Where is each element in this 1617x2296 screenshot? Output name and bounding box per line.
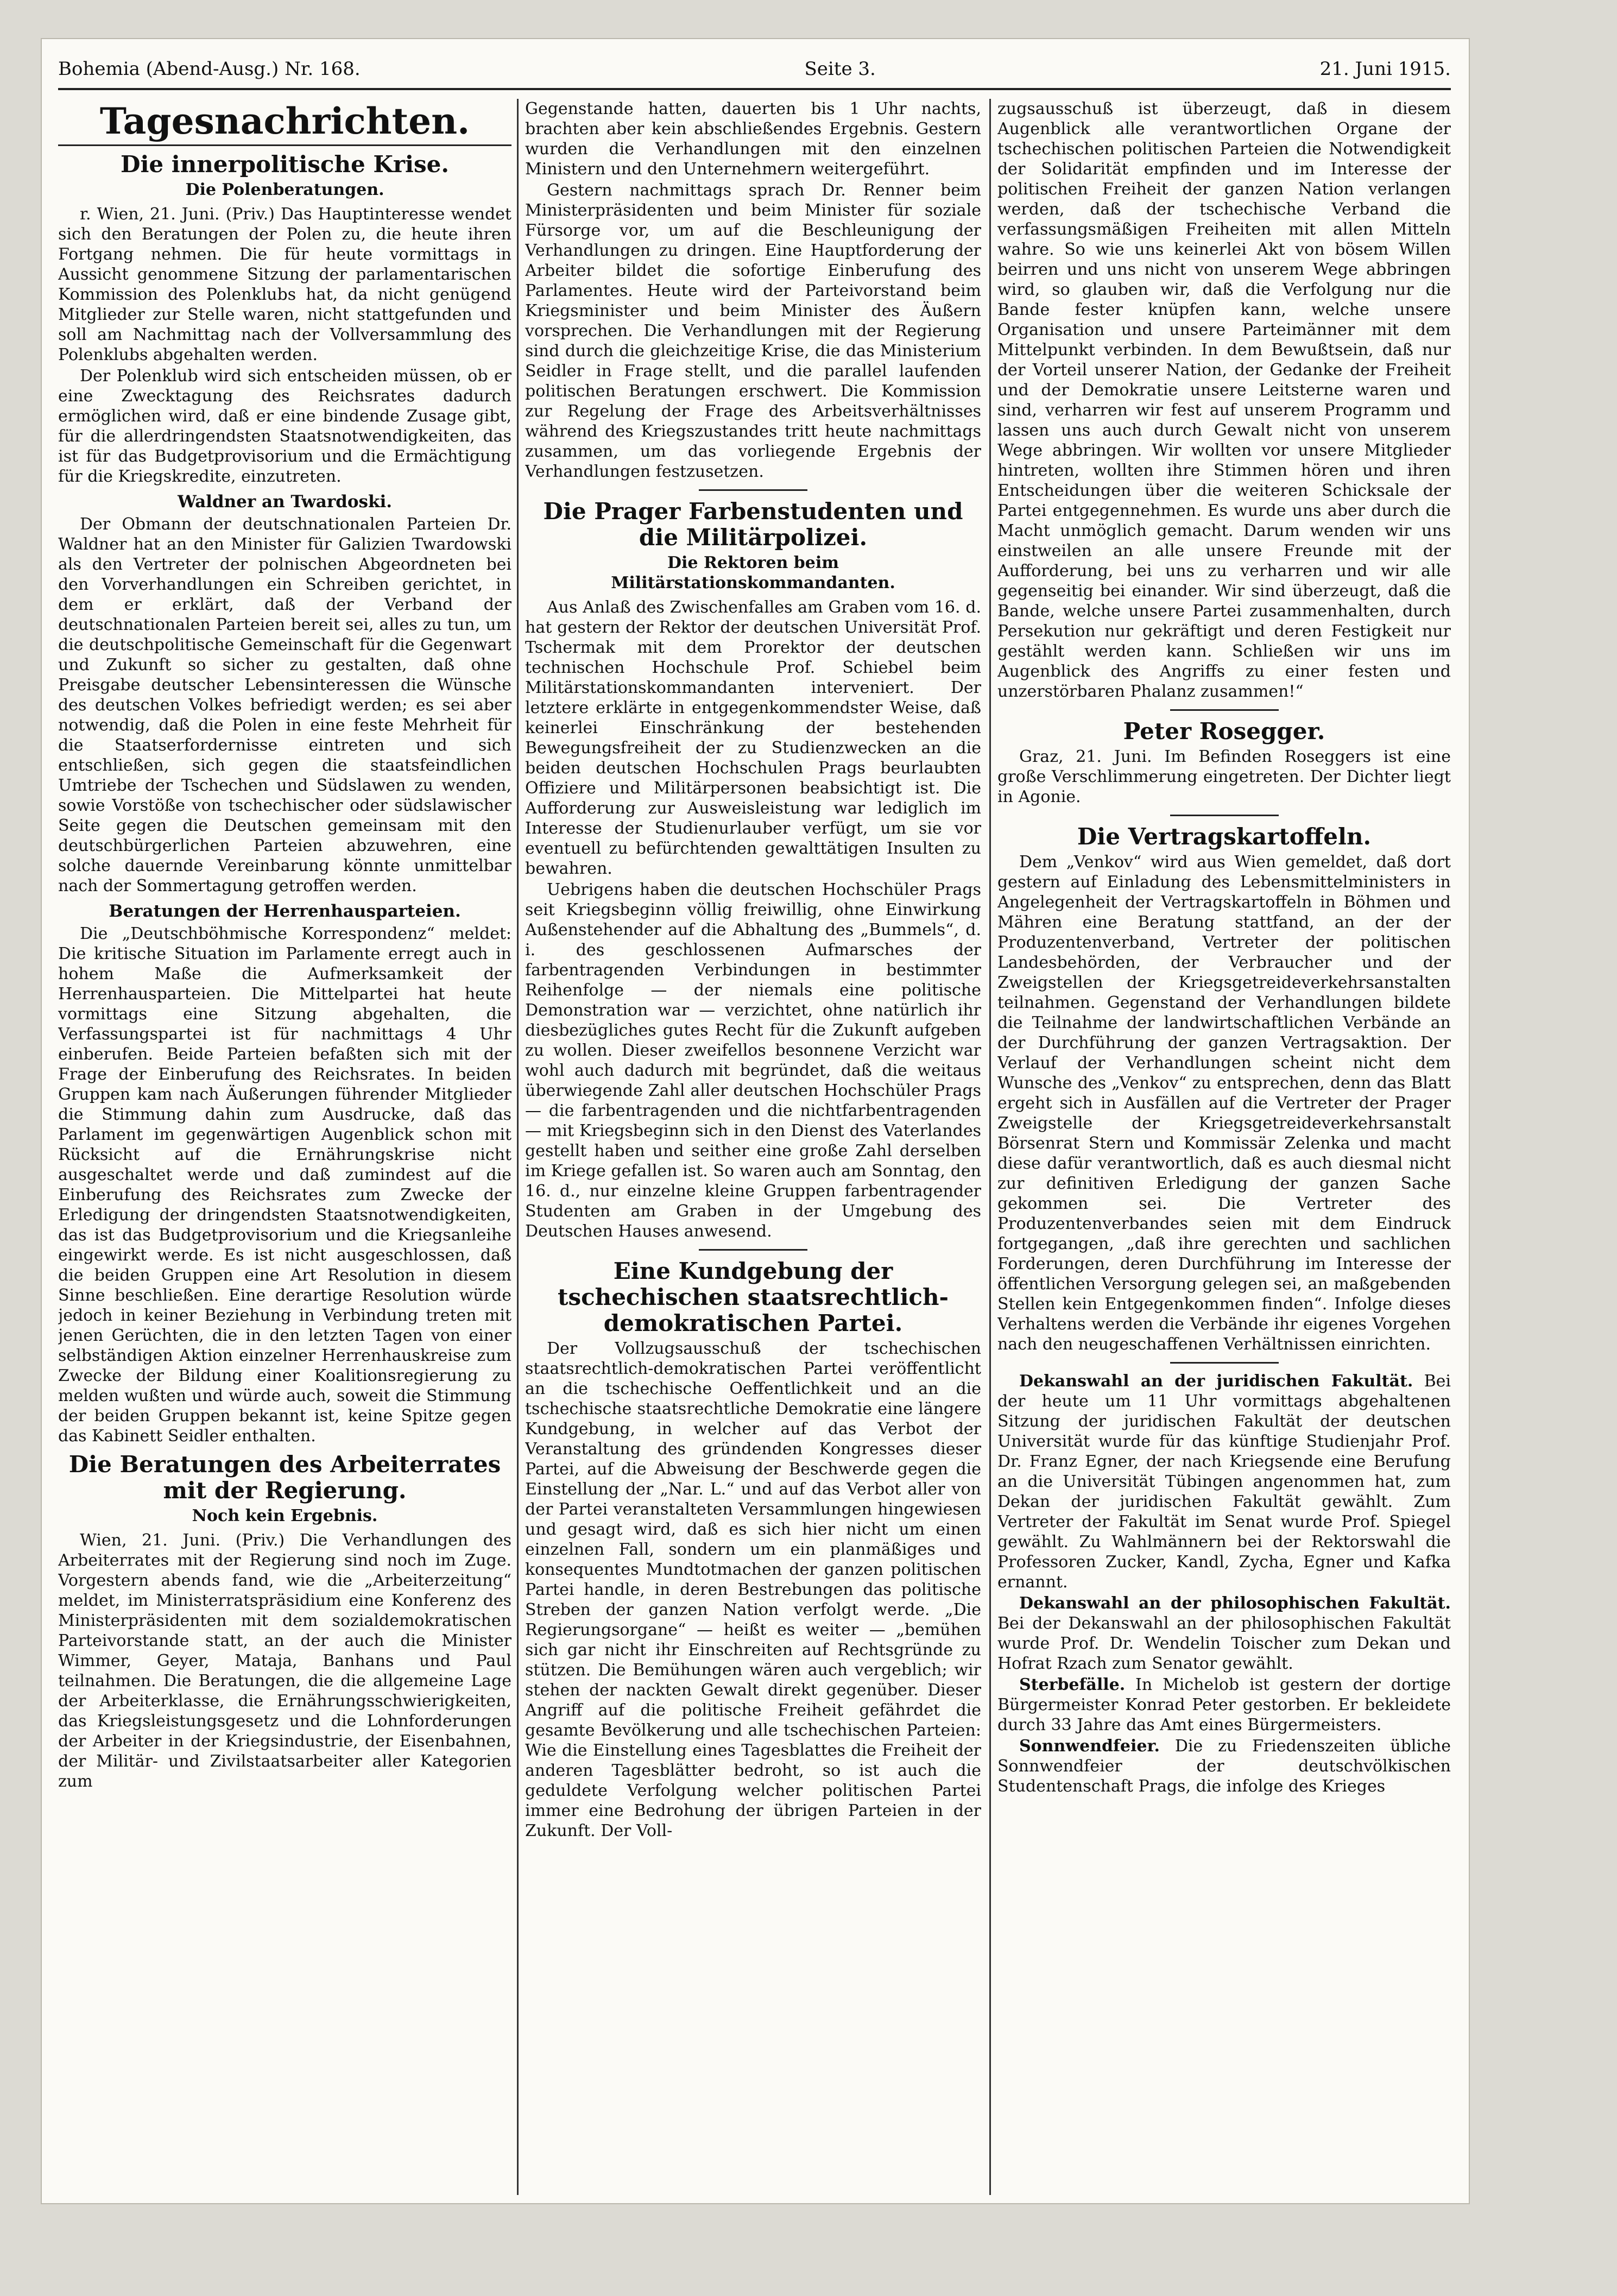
page-header <box>58 50 1451 90</box>
column-1 <box>58 99 511 2195</box>
paragraph: Der Obmann der deutschnationalen Parteien Dr. Waldner hat an den Minister für Galizien Twardowski als den Vertreter der polnischen Abgeordneten bei den Vorverhandlungen ein Schreiben gerichtet, in dem er erklärt, daß der Verband der deutschnationalen Parteien bereit sei, alles zu tun, um die deutschpolitische Gemeinschaft für die Gegenwart und Zukunft so sicher zu gestalten, daß ohne Preisgabe deutscher Lebensinteressen die Wünsche des deutschen Volkes befriedigt werden; es sei aber notwendig, daß die Polen in eine feste Mehrheit für die Staatserfordernisse eintreten und sich entschließen, sich gegen die staatsfeindlichen Umtriebe der Tschechen und Südslawen zu wenden, sowie Vorstöße von tschechischer oder südslawischer Seite gegen die Deutschen gemeinsam mit den deutschbürgerlichen Parteien abzuwehren, eine solche dauernde Vereinbarung könnte unmittelbar nach der Sommertagung getroffen werden. <box>58 515 511 895</box>
column-rule <box>517 99 519 2195</box>
paragraph: Dem „Venkov“ wird aus Wien gemeldet, daß dort gestern auf Einladung des Lebensmittelministers in Angelegenheit der Vertragskartoffeln in Böhmen und Mähren eine Beratung stattfand, an der der Produzentenverband, Vertreter der politischen Landesbehörden, der Verbraucher und der Zweigstellen der Kriegsgetreideverkehrsanstalten teilnahmen. Gegenstand der Verhandlungen bildete die Teilnahme der landwirtschaftlichen Verbände an der Durchführung der ganzen Vertragsaktion. Der Verlauf der Verhandlungen scheint nicht dem Wunsche des „Venkov“ zu entsprechen, denn das Blatt ergeht sich in Ausfällen auf die Vertreter der Prager Zweigstelle der Kriegsgetreideverkehrsanstalt Börsenrat Stern und Kommissär Zelenka und macht diese dafür verantwortlich, daß es auch diesmal nicht zur definitiven Erledigung der ganzen Sache gekommen sei. Die Vertreter des Produzentenverbandes seien mit dem Eindruck fortgegangen, „daß ihre gerechten und sachlichen Forderungen, deren Durchführung im Interesse der öffentlichen Versorgung gelegen sei, an maßgebenden Stellen kein Entgegenkommen finden“. Infolge dieses Verhaltens werden die Verbände ihr eigenes Vorgehen nach den neugeschaffenen Verhältnissen einrichten. <box>997 853 1451 1354</box>
masthead: Bohemia (Abend-Ausg.) Nr. 168. <box>58 58 361 80</box>
article-title: Die Prager Farbenstudenten und die Militärpolizei. <box>543 498 963 551</box>
paragraph: Graz, 21. Juni. Im Befinden Roseggers ist eine große Verschlimmerung eingetreten. Der Dichter liegt in Agonie. <box>997 747 1451 806</box>
divider <box>699 1249 807 1251</box>
divider <box>1170 709 1279 711</box>
column-2 <box>525 99 981 2195</box>
paragraph: Die „Deutschböhmische Korrespondenz“ meldet: Die kritische Situation im Parlamente erregt auch in hohem Maße die Aufmerksamkeit der Herrenhausparteien. Die Mittelpartei hat heute vormittags eine Sitzung abgehalten, die Verfassungspartei ist für nachmittags 4 Uhr einberufen. Beide Parteien befaßten sich mit der Frage der Einberufung des Reichsrates. In beiden Gruppen kam nach Äußerungen führender Mitglieder die Stimmung dahin zum Ausdrucke, daß das Parlament im gegenwärtigen Augenblick schon mit Rücksicht auf die Ernährungskrise nicht ausgeschaltet werde und daß zumindest auf die Einberufung des Reichsrates zum Zwecke der Erledigung der dringendsten Staatsnotwendigkeiten, das ist das Budgetprovisorium und die Kriegsanleihe eingewirkt werde. Es ist nicht ausgeschlossen, daß die beiden Gruppen eine Art Resolution in diesem Sinne beschließen. Eine derartige Resolution würde jedoch in keiner Beziehung in Verbindung treten mit jenen Gerüchten, die in den letzten Tagen von einer selbständigen Aktion einzelner Herrenhauskreise zum Zwecke der Bildung einer Koalitionsregierung zu melden wußten und würde auch, soweit die Stimmung der beiden Gruppen bekannt ist, keine Spitze gegen das Kabinett Seidler enthalten. <box>58 924 511 1446</box>
article-title: Waldner an Twardoski. <box>177 492 393 512</box>
section-title: Tagesnachrichten. <box>58 101 511 146</box>
article-title: Peter Rosegger. <box>1123 718 1325 745</box>
article-title: Eine Kundgebung der tschechischen staatsrechtlich-demokratischen Partei. <box>558 1258 949 1336</box>
paragraph: Der Polenklub wird sich entscheiden müssen, ob er eine Zwecktagung des Reichsrates dadurch ermöglichen wird, daß er eine bindende Zusage gibt, für die allerdringendsten Staatsnotwendigkeiten, das ist für das Budgetprovisorium und die Ermächtigung für die Kriegskredite, einzutreten. <box>58 367 511 486</box>
newspaper-page <box>41 38 1470 2204</box>
article-subtitle: Noch kein Ergebnis. <box>192 1506 378 1525</box>
divider <box>1170 815 1279 816</box>
note-title: Sterbefälle. <box>1019 1675 1126 1694</box>
paragraph: zugsausschuß ist überzeugt, daß in diesem Augenblick alle verantwortlichen Organe der tschechischen politischen Parteien die Notwendigkeit der Solidarität empfinden und im Interesse der politischen Freiheit der ganzen Nation verlangen werden, daß der tschechische Verband die verfassungsmäßigen Freiheiten mit allen Mitteln wahre. So wie uns keinerlei Akt von bösem Willen beirren und uns nicht von unserem Wege abbringen wird, so glauben wir, daß die Verfolgung nur die Bande fester knüpfen kann, welche unsere Organisation und unsere Parteimänner mit dem Mittelpunkt verbinden. In dem Bewußtsein, daß nur der Vorteil unserer Nation, der Gedanke der Freiheit und der Demokratie unsere Leitsterne waren und sind, verharren wir fest auf unserem Programm und lassen uns auch durch Gewalt nicht von unserem Wege abbringen. Wir wollten vor unsere Mitglieder hintreten, wollten ihre Stimmen hören und ihren Entscheidungen über die weiteren Schicksale der Partei entgegennehmen. Es wurde uns aber durch die Macht unmöglich gemacht. Darum wenden wir uns einstweilen an alle unsere Freunde mit der Aufforderung, bei uns zu verharren und wir alle gegenseitig bei einander. Wir sind überzeugt, daß die Bande, welche unsere Partei zusammenhalten, durch Persekution nur gekräftigt und deren Festigkeit nur gestählt werden kann. Schließen wir uns im Augenblick des Angriffs zu einer festen und unzerstörbaren Phalanz zusammen!“ <box>997 99 1451 701</box>
note-text: Bei der heute um 11 Uhr vormittags abgehaltenen Sitzung der juridischen Fakultät der deutschen Universität wurde für das künftige Studienjahr Prof. Dr. Franz Egner, der nach Kriegsende eine Berufung an die Universität Tübingen angenommen hat, zum Dekan der juridischen Fakultät gewählt. Zum Vertreter der Fakultät im Senat wurde Prof. Spiegel gewählt. Zu Wahlmännern bei der Rektorswahl die Professoren Zucker, Kandl, Zycha, Egner und Kafka ernannt. <box>997 1372 1451 1592</box>
page-number: Seite 3. <box>804 58 876 80</box>
article-subtitle: Die Rektoren beim Militärstationskommandanten. <box>611 553 895 592</box>
note-text: Die zu Friedenszeiten übliche Sonnwendfeier der deutschvölkischen Studentenschaft Prags, die infolge des Krieges <box>997 1737 1451 1796</box>
divider <box>1170 1362 1279 1364</box>
article-title: Die Beratungen des Arbeiterrates mit der Regierung. <box>68 1451 501 1504</box>
paragraph: Der Vollzugsausschuß der tschechischen staatsrechtlich-demokratischen Partei veröffentlicht an die tschechische Oeffentlichkeit und an die tschechische staatsrechtliche Demokratie eine längere Kundgebung, in welcher auf das Verbot der Veranstaltung des gründenden Kongresses dieser Partei, auf die Abweisung der Beschwerde gegen die Einstellung der „Nar. L.“ und auf das Verbot aller von der Partei veranstalteten Versammlungen hingewiesen und gesagt wird, daß es sich hier nicht um einen einzelnen Fall, sondern um ein planmäßiges und konsequentes Mundtotmachen der ganzen politischen Partei handle, in deren Bestrebungen das politische Streben der ganzen Nation verfolgt werde. „Die Regierungsorgane“ — heißt es weiter — „bemühen sich gar nicht ihr Einschreiten auf Rechtsgründe zu stützen. Die Bemühungen wären auch vergeblich; wir stehen der nackten Gewalt direkt gegenüber. Dieser Angriff auf die politische Freiheit gefährdet die gesamte Bevölkerung und alle tschechischen Parteien: Wie die Einstellung eines Tagesblattes die Freiheit der anderen Tagesblätter bedroht, so ist auch die geduldete Verfolgung welcher politischen Partei immer eine Bedrohung der übrigen Parteien in der Zukunft. Der Voll- <box>525 1339 981 1840</box>
article-subtitle: Die Polenberatungen. <box>185 180 384 199</box>
note-title: Dekanswahl an der philosophischen Fakultät. <box>1019 1594 1451 1613</box>
column-rule <box>989 99 991 2195</box>
article-title: Die innerpolitische Krise. <box>121 151 449 178</box>
note-title: Sonnwendfeier. <box>1019 1737 1160 1756</box>
note-text: In Michelob ist gestern der dortige Bürgermeister Konrad Peter gestorben. Er bekleidete durch 33 Jahre das Amt eines Bürgermeisters. <box>997 1675 1451 1734</box>
paragraph: Gestern nachmittags sprach Dr. Renner beim Ministerpräsidenten und beim Minister für soziale Fürsorge vor, um auf die Beschleunigung der Verhandlungen zu dringen. Eine Hauptforderung der Arbeiter bildet die sofortige Einberufung des Parlamentes. Heute wird der Parteivorstand beim Kriegsminister und beim Minister des Äußern vorsprechen. Die Verhandlungen mit der Regierung sind durch die gleichzeitige Krise, die das Ministerium Seidler in Frage stellt, und die parallel laufenden politischen Beratungen erschwert. Die Kommission zur Regelung der Frage des Arbeitsverhältnisses während des Kriegszustandes tritt heute nachmittags zusammen, um das vorliegende Ergebnis der Verhandlungen festzusetzen. <box>525 181 981 481</box>
note-title: Dekanswahl an der juridischen Fakultät. <box>1019 1372 1413 1391</box>
column-3 <box>997 99 1451 2195</box>
note-text: Bei der Dekanswahl an der philosophischen Fakultät wurde Prof. Dr. Wendelin Toischer zum Dekan und Hofrat Rzach zum Senator gewählt. <box>997 1614 1451 1673</box>
article-title: Beratungen der Herrenhausparteien. <box>109 901 461 921</box>
paragraph: Gegenstande hatten, dauerten bis 1 Uhr nachts, brachten aber kein abschließendes Ergebnis. Gestern wurden die Verhandlungen mit den einzelnen Ministern und den Unternehmern weitergeführt. <box>525 99 981 179</box>
article-title: Die Vertragskartoffeln. <box>1077 823 1372 850</box>
paragraph: Aus Anlaß des Zwischenfalles am Graben vom 16. d. hat gestern der Rektor der deutschen Universität Prof. Tschermak mit dem Prorektor der deutschen technischen Hochschule Prof. Schiebel beim Militärstationskommandanten interveniert. Der letztere erklärte in entgegenkommendster Weise, daß keinerlei Einschränkung der bestehenden Bewegungsfreiheit der zu Studienzwecken an die beiden deutschen Hochschulen Prags beurlaubten Offiziere und Militärpersonen beabsichtigt ist. Die Aufforderung zur Ausweisleistung war lediglich im Interesse der Studienurlauber verfügt, um sie vor eventuell zu befürchtenden gewalttätigen Insulten zu bewahren. <box>525 598 981 878</box>
divider <box>699 489 807 491</box>
issue-date: 21. Juni 1915. <box>1319 58 1451 80</box>
paragraph: Uebrigens haben die deutschen Hochschüler Prags seit Kriegsbeginn völlig freiwillig, ohne Einwirkung Außenstehender auf die Abhaltung des „Bummels“, d. i. des geschlossenen Aufmarsches der farbentragenden Verbindungen in bestimmter Reihenfolge — der niemals eine politische Demonstration war — verzichtet, ohne natürlich ihr diesbezügliches gutes Recht für die Zukunft aufgeben zu wollen. Dieser zweifellos besonnene Verzicht war wohl auch dadurch mit begründet, daß die weitaus überwiegende Zahl aller deutschen Hochschüler Prags — die farbentragenden und die nichtfarbentragenden — mit Kriegsbeginn sich in den Dienst des Vaterlandes gestellt haben und seither eine große Zahl derselben im Kriege gefallen ist. So waren auch am Sonntag, den 16. d., nur einzelne kleine Gruppen farbentragender Studenten am Graben in der Umgebung des Deutschen Hauses anwesend. <box>525 880 981 1241</box>
paragraph: r. Wien, 21. Juni. (Priv.) Das Hauptinteresse wendet sich den Beratungen der Polen zu, die heute ihren Fortgang nehmen. Die für heute vormittags in Aussicht genommene Sitzung der parlamentarischen Kommission des Polenklubs hat, da nicht genügend Mitglieder zur Stelle waren, nicht stattgefunden und soll am Nachmittag nach der Vollversammlung des Polenklubs abgehalten werden. <box>58 205 511 364</box>
paragraph: Wien, 21. Juni. (Priv.) Die Verhandlungen des Arbeiterrates mit der Regierung sind noch im Zuge. Vorgestern abends fand, wie die „Arbeiterzeitung“ meldet, im Ministerratspräsidium eine Konferenz des Ministerpräsidenten mit dem sozialdemokratischen Parteivorstande statt, an der auch die Minister Wimmer, Geyer, Mataja, Banhans und Paul teilnahmen. Die Beratungen, die die allgemeine Lage der Arbeiterklasse, die Ernährungsschwierigkeiten, das Kriegsleistungsgesetz und die Lohnforderungen der Arbeiter in der Kriegsindustrie, der Eisenbahnen, der Militär- und Zivilstaatsarbeiter aller Kategorien zum <box>58 1531 511 1791</box>
